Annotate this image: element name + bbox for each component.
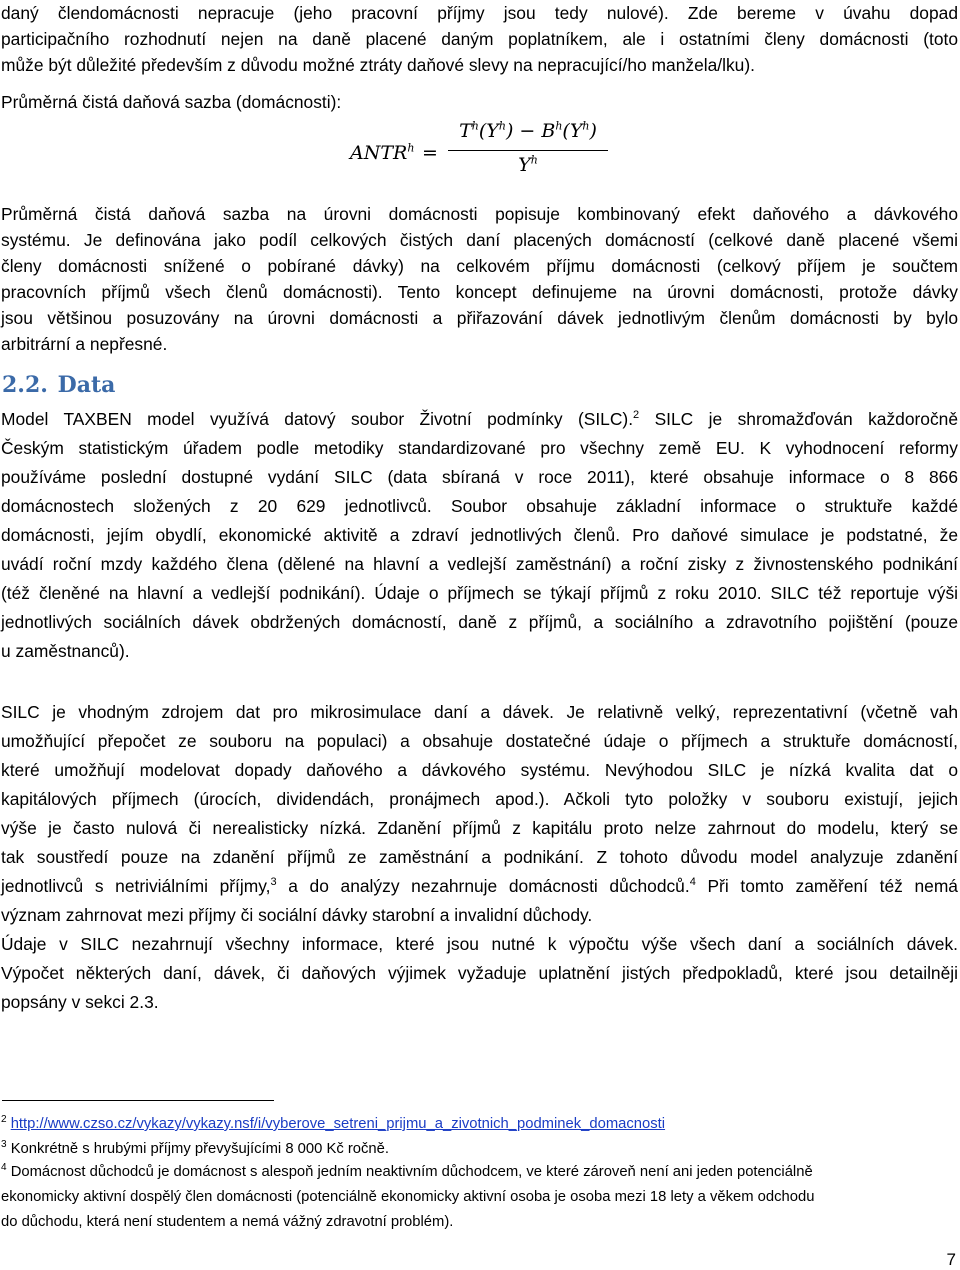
formula-denominator: $Y^h$ bbox=[518, 153, 538, 176]
text-line: pracovních příjmů všech členů domácnosti). Tento koncept definujeme na úrovni domácnosti, protože dávky bbox=[1, 282, 958, 302]
footnote-number: 3 bbox=[1, 1139, 7, 1151]
text-line: umožňující přepočet ze souboru na populaci) a obsahuje dostatečné údaje o příjmech a struktuře domácností, bbox=[1, 731, 958, 751]
fraction-bar bbox=[448, 150, 608, 151]
text-line: ekonomicky aktivní dospělý člen domácnosti (potenciálně ekonomicky aktivní osoba je osoba mezi 18 lety a věkem odchodu bbox=[1, 1189, 815, 1205]
data-paragraph bbox=[1, 405, 958, 666]
text-line: daný člendomácnosti nepracuje (jeho pracovní příjmy jsou tedy nulové). Zde bereme v úvahu dopad bbox=[1, 3, 958, 23]
text-line: systému. Je definována jako podíl celkových čistých daní placených domácností (celkové daně placené všemi bbox=[1, 230, 958, 250]
text-line: $^4$ Domácnost důchodců je domácnost s alespoň jedním neaktivním důchodcem, ve které zároveň není ani jeden potenciálně bbox=[1, 1162, 813, 1180]
intro-paragraph bbox=[1, 0, 958, 78]
footnote-ref: 2 bbox=[633, 409, 640, 422]
text-line: SILC je vhodným zdrojem dat pro mikrosimulace daní a dávek. Je relativně velký, reprezentativní (včetně vah bbox=[1, 702, 958, 722]
text-line: (též členěné na hlavní a vedlejší podnikání). Údaje o příjmech se týkají příjmů z roku 2010. SILC též reportuje výši bbox=[1, 583, 958, 603]
text-line: kapitálových příjmech (úrocích, dividendách, pronájmech apod.). Ačkoli tyto položky v souboru existují, jejich bbox=[1, 789, 958, 809]
section-number: 2.2. bbox=[2, 372, 48, 398]
text-line: arbitrární a nepřesné. bbox=[1, 334, 168, 354]
formula-lhs: ANTR$^h$ bbox=[350, 141, 415, 164]
text-line: popsány v sekci 2.3. bbox=[1, 992, 159, 1012]
text-line: domácnosti, jejím obydlí, ekonomické aktivitě a zdraví jednotlivých členů. Pro daňové simulace je podstatné, že bbox=[1, 525, 958, 545]
text-line: výše je často nulová či nerealisticky nízká. Zdanění příjmů z kapitálu proto nelze zahrnout do modelu, který se bbox=[1, 818, 958, 838]
text-line: Model TAXBEN model využívá datový soubor Životní podmínky (SILC).$^2$ SILC je shromažďován každoročně bbox=[1, 409, 958, 429]
silc-paragraph bbox=[1, 698, 958, 1017]
text-line: jednotlivců s netriviálními příjmy,$^3$ a do analýzy nezahrnuje domácnosti důchodců.$^4$ Při tomto zaměření též nemá bbox=[1, 876, 958, 896]
footnote-ref: 3 bbox=[270, 876, 277, 889]
text-line: u zaměstnanců). bbox=[1, 641, 130, 661]
text-line: participačního rozhodnutí nejen na daně placené daným poplatníkem, ale i ostatními členy domácnosti (toto bbox=[1, 29, 958, 49]
section-heading bbox=[2, 372, 115, 398]
footnote-number: 2 bbox=[1, 1114, 7, 1126]
text-line: tak soustředí pouze na zdanění příjmů ze zaměstnání a podnikání. Z tohoto důvodu model analyzuje zdanění bbox=[1, 847, 958, 867]
formula-numerator: $T^h(Y^h) - B^h(Y^h)$ bbox=[459, 119, 597, 142]
antr-description bbox=[1, 201, 958, 357]
page-number: 7 bbox=[946, 1250, 956, 1269]
text-line: Průměrná čistá daňová sazba na úrovni domácnosti popisuje kombinovaný efekt daňového a dávkového bbox=[1, 204, 958, 224]
text-line: Českým statistickým úřadem podle metodiky standardizované pro všechny země EU. K vyhodnocení reformy bbox=[1, 438, 958, 458]
text-line: uvádí roční mzdy každého člena (dělené na hlavní a vedlejší zaměstnání) a roční zisky z živnostenského podnikání bbox=[1, 554, 958, 574]
text-line: které umožňují modelovat dopady daňového a dávkového systému. Nevýhodou SILC je nízká kvalita dat o bbox=[1, 760, 958, 780]
footnote-2 bbox=[1, 1112, 958, 1137]
text-line: do důchodu, která není studentem a nemá vážný zdravotní problém). bbox=[1, 1214, 454, 1230]
text-line: domácnostech složených z 20 629 jednotlivců. Soubor obsahuje základní informace o struktuře každé bbox=[1, 496, 958, 516]
text-line: jednotlivých sociálních dávek obdržených domácností, daně z příjmů, a sociálního a zdravotního pojištění (pouze bbox=[1, 612, 958, 632]
antr-label: Průměrná čistá daňová sazba (domácnosti): bbox=[1, 92, 342, 112]
footnote-number: 4 bbox=[1, 1162, 7, 1174]
text-line: Údaje v SILC nezahrnují všechny informace, které jsou nutné k výpočtu výše všech daní a sociálních dávek. bbox=[1, 934, 958, 954]
footnote-ref: 4 bbox=[689, 876, 696, 889]
text-line: Výpočet některých daní, dávek, či daňových výjimek vyžaduje uplatnění jistých předpokladů, které jsou detailněji bbox=[1, 963, 958, 983]
text-line: může být důležité především z důvodu možné ztráty daňové slevy na nepracující/ho manžela/lku). bbox=[1, 55, 755, 75]
text-line: používáme poslední dostupné vydání SILC (data sbíraná v roce 2011), které obsahuje informace o 8 866 bbox=[1, 467, 958, 487]
footnote-link[interactable]: http://www.czso.cz/vykazy/vykazy.nsf/i/vyberove_setreni_prijmu_a_zivotnich_podminek_domacnosti bbox=[10, 1116, 666, 1132]
footnote-3: $^3$ Konkrétně s hrubými příjmy převyšujícími 8 000 Kč ročně. bbox=[1, 1139, 389, 1157]
footnote-4 bbox=[1, 1160, 958, 1235]
text-line: jsou většinou posuzovány na úrovni domácnosti a přiřazování dávek jednotlivým členům domácnosti by bylo bbox=[1, 308, 958, 328]
antr-formula bbox=[350, 120, 640, 180]
formula-equals: = bbox=[422, 142, 438, 164]
section-title: Data bbox=[57, 372, 116, 398]
text-line: členy domácnosti snížené o pobírané dávky) na celkovém příjmu domácnosti (celkový příjem je součtem bbox=[1, 256, 958, 276]
text-line: význam zahrnovat mezi příjmy či sociální dávky starobní a invalidní důchody. bbox=[1, 905, 593, 925]
footnote-separator bbox=[2, 1100, 274, 1101]
